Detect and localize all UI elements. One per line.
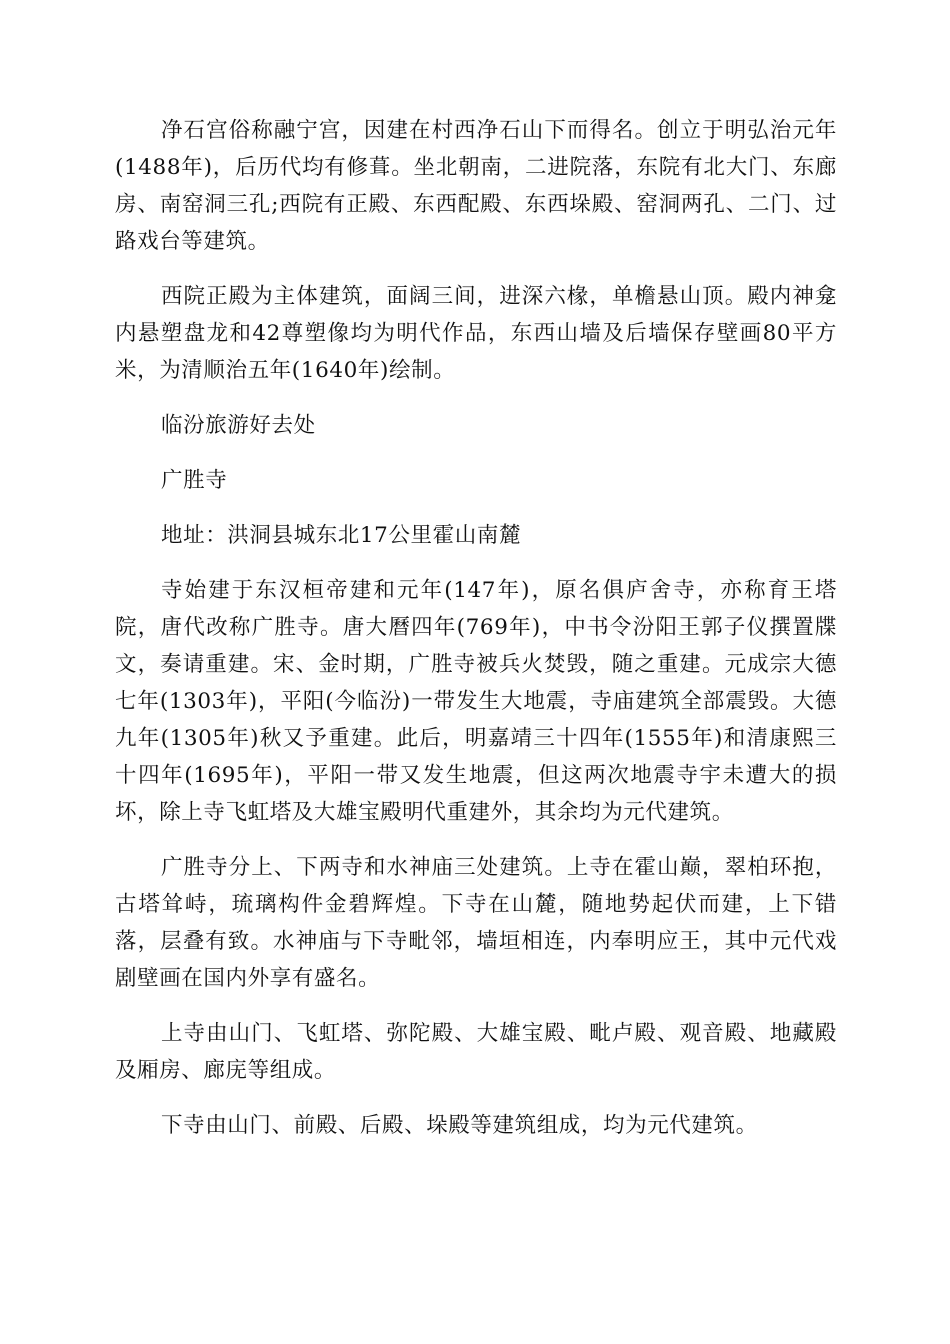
document-body bbox=[115, 112, 837, 1162]
paragraph-jingshi-gong-intro: 净石宫俗称融宁宫，因建在村西净石山下而得名。创立于明弘治元年(1488年)，后历代均有修葺。坐北朝南，二进院落，东院有北大门、东廊房、南窑洞三孔;西院有正殿、东西配殿、东西垛殿、窑洞两孔、二门、过路戏台等建筑。 bbox=[115, 118, 837, 254]
address-line: 地址：洪洞县城东北17公里霍山南麓 bbox=[161, 523, 522, 548]
paragraph-lower-temple: 下寺由山门、前殿、后殿、垛殿等建筑组成，均为元代建筑。 bbox=[161, 1113, 758, 1138]
paragraph-west-hall: 西院正殿为主体建筑，面阔三间，进深六椽，单檐悬山顶。殿内神龛内悬塑盘龙和42尊塑像均为明代作品，东西山墙及后墙保存壁画80平方米，为清顺治五年(1640年)绘制。 bbox=[115, 284, 837, 383]
paragraph-temple-history: 寺始建于东汉桓帝建和元年(147年)，原名俱庐舍寺，亦称育王塔院，唐代改称广胜寺。唐大曆四年(769年)，中书令汾阳王郭子仪撰置牒文，奏请重建。宋、金时期，广胜寺被兵火焚毁，随之重建。元成宗大德七年(1303年)，平阳(今临汾)一带发生大地震，寺庙建筑全部震毁。大德九年(1305年)秋又予重建。此后，明嘉靖三十四年(1555年)和清康熙三十四年(1695年)，平阳一带又发生地震，但这两次地震寺宇未遭大的损坏，除上寺飞虹塔及大雄宝殿明代重建外，其余均为元代建筑。 bbox=[115, 578, 837, 825]
paragraph-temple-layout: 广胜寺分上、下两寺和水神庙三处建筑。上寺在霍山巅，翠柏环抱，古塔耸峙，琉璃构件金碧辉煌。下寺在山麓，随地势起伏而建，上下错落，层叠有致。水神庙与下寺毗邻，墙垣相连，内奉明应王，其中元代戏剧壁画在国内外享有盛名。 bbox=[115, 855, 837, 991]
paragraph-upper-temple: 上寺由山门、飞虹塔、弥陀殿、大雄宝殿、毗卢殿、观音殿、地藏殿及厢房、廊庑等组成。 bbox=[115, 1021, 837, 1083]
section-heading-linfen-travel: 临汾旅游好去处 bbox=[161, 413, 316, 438]
section-title-guangsheng-temple: 广胜寺 bbox=[161, 468, 228, 493]
